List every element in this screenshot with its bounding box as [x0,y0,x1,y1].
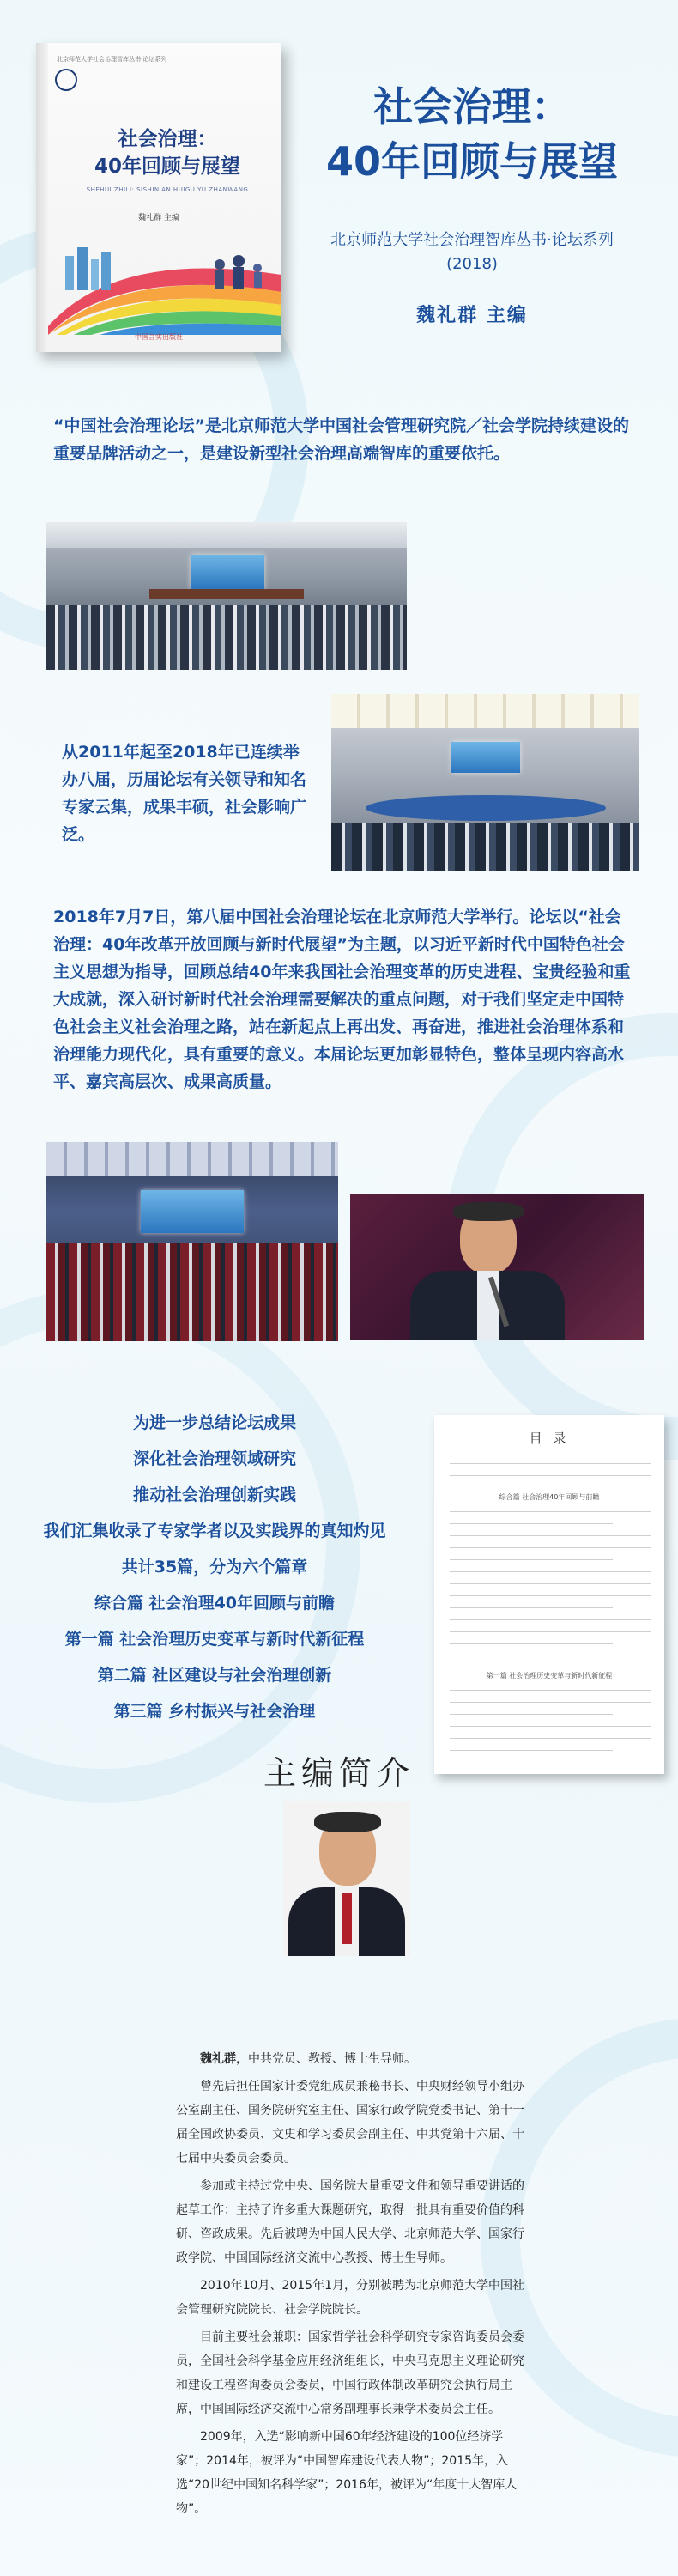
book-title-line1: 社会治理： [118,128,217,150]
editor-name: 魏礼群 [200,2052,236,2066]
summary-line: 第二篇 社区建设与社会治理创新 [97,1666,332,1685]
conference-photo-1 [46,522,407,670]
speaker-photo [350,1194,644,1340]
summary-line: 我们汇集收录了专家学者以及实践界的真知灼见 [43,1522,386,1540]
book-title-line2: 40年回顾与展望 [94,155,240,178]
intro-paragraph-3: 2018年7月7日，第八届中国社会治理论坛在北京师范大学举行。论坛以“社会治理：40年改革开放回顾与新时代展望”为主题，以习近平新时代中国特色社会主义思想为指导，回顾总结40年来我国社会治理变革的历史进程、宝贵经验和重大成就，深入研讨新时代社会治理需要解决的重点问题，对于我们坚定走中国特色社会主义社会治理之路，站在新起点上再出发、再奋进，推进社会治理体系和治理能力现代化，具有重要的意义。本届论坛更加彰显特色，整体呈现内容高水平、嘉宾高层次、成果高质量。 [53,908,631,1091]
summary-line: 第三篇 乡村振兴与社会治理 [113,1702,316,1721]
intro-paragraph-2: 从2011年起至2018年已连续举办八届，历届论坛有关领导和知名专家云集，成果丰硕，社会影响广泛。 [62,743,307,844]
summary-line: 推动社会治理创新实践 [132,1485,296,1504]
bio-heading: 主编简介 [263,1754,415,1792]
toc-title: 目 录 [529,1431,570,1446]
bio-intro: ，中共党员、教授、博士生导师。 [236,2052,416,2066]
summary-line: 为进一步总结论坛成果 [132,1413,296,1432]
series-subtitle-line2: (2018) [446,255,498,273]
summary-line: 深化社会治理领域研究 [132,1449,296,1468]
auditorium-photo [46,1142,338,1341]
series-subtitle-line1: 北京师范大学社会治理智库丛书·论坛系列 [330,231,614,249]
chief-editor: 魏礼群 主编 [416,305,528,326]
series-subtitle [292,228,652,276]
bio-paragraph: 2010年10月、2015年1月，分别被聘为北京师范大学中国社会管理研究院院长、社会学院院长。 [176,2279,524,2317]
conference-photo-2 [331,694,639,871]
cover-rainbow-illustration [48,240,281,335]
bio-text [176,2047,528,2524]
book-pinyin: SHEHUI ZHILI: SISHINIAN HUIGU YU ZHANWANG [86,186,249,193]
intro-paragraph-1: “中国社会治理论坛”是北京师范大学中国社会管理研究院／社会学院持续建设的重要品牌活动之一，是建设新型社会治理高端智库的重要依托。 [53,416,629,463]
page-title-line1: 社会治理： [373,83,571,130]
summary-line: 第一篇 社会治理历史变革与新时代新征程 [64,1630,365,1649]
collection-summary [9,1405,421,1729]
bio-paragraph: 参加或主持过党中央、国务院大量重要文件和领导重要讲话的起草工作；主持了许多重大课题研究，取得一批具有重要价值的科研、咨政成果。先后被聘为中国人民大学、北京师范大学、国家行政学院、中国国际经济交流中心教授、博士生导师。 [176,2179,524,2265]
bio-paragraph: 2009年，入选“影响新中国60年经济建设的100位经济学家”；2014年，被评为“中国智库建设代表人物”；2015年，入选“20世纪中国知名科学家”；2016年，被评为“年度十大智库人物”。 [176,2430,518,2516]
toc-section-2: 第一篇 社会治理历史变革与新时代新征程 [486,1672,613,1680]
book-title [62,125,273,180]
university-logo-icon [55,69,77,91]
page-title-line2: 40年回顾与展望 [325,138,618,185]
page-title [292,79,652,189]
book-publisher: 中国言实出版社 [135,333,183,341]
summary-line: 综合篇 社会治理40年回顾与前瞻 [94,1594,336,1613]
book-cover [36,43,281,352]
table-of-contents-page [434,1415,664,1774]
editor-portrait [283,1801,410,1956]
book-series-header: 北京师范大学社会治理智库丛书·论坛系列 [57,56,167,63]
book-editor: 魏礼群 主编 [138,214,179,222]
bio-paragraph: 曾先后担任国家计委党组成员兼秘书长、中央财经领导小组办公室副主任、国务院研究室主任、国家行政学院党委书记、第十一届全国政协委员、文史和学习委员会副主任、中共党第十六届、十七届中央委员会委员。 [176,2080,524,2166]
summary-line: 共计35篇，分为六个篇章 [121,1558,308,1577]
bio-paragraph: 目前主要社会兼职：国家哲学社会科学研究专家咨询委员会委员，全国社会科学基金应用经济组组长，中央马克思主义理论研究和建设工程咨询委员会委员，中国行政体制改革研究会执行局主席，中国国际经济交流中心常务副理事长兼学术委员会主任。 [176,2330,524,2416]
bio-paragraph [176,2047,528,2071]
toc-section-1: 综合篇 社会治理40年回顾与前瞻 [499,1493,600,1501]
book-spine [36,43,48,352]
